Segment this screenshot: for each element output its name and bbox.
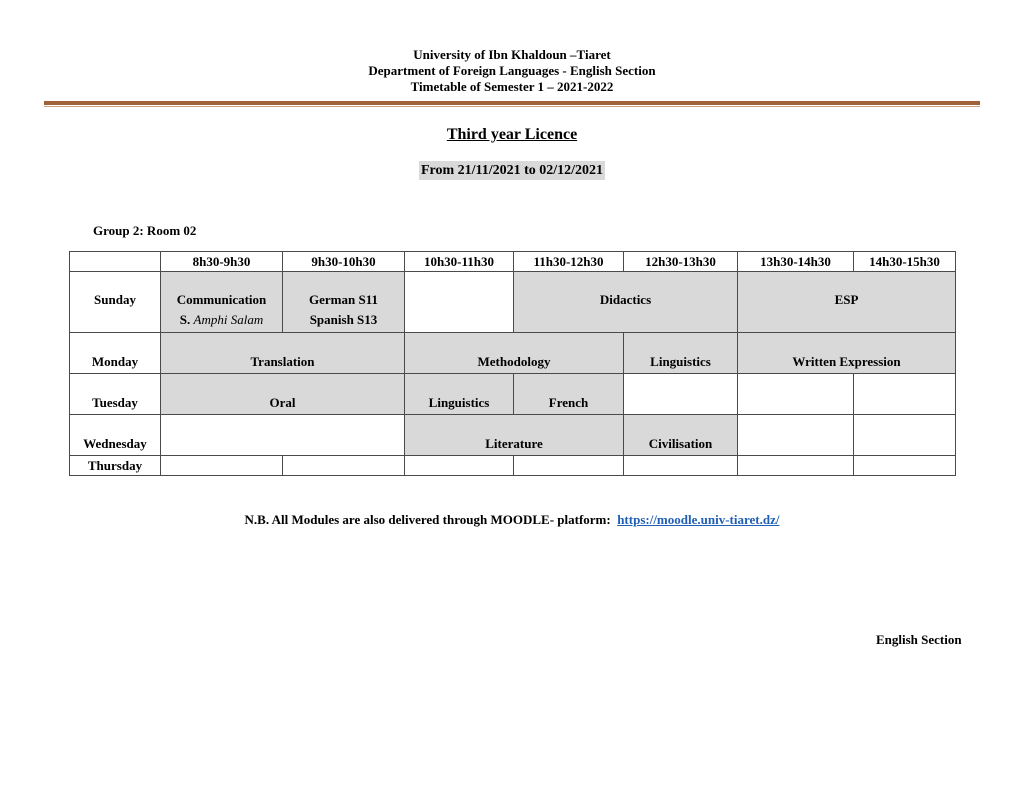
row-monday <box>70 333 956 374</box>
cell-translation: Translation <box>161 333 405 374</box>
cell-esp: ESP <box>738 272 956 333</box>
row-thursday <box>70 456 956 476</box>
course-german: German S11 <box>309 292 378 307</box>
timetable-header-row <box>70 252 956 272</box>
empty-cell <box>854 456 956 476</box>
slot-header: 13h30-14h30 <box>738 252 854 272</box>
course-name: Communication <box>176 292 267 307</box>
empty-cell <box>405 456 514 476</box>
empty-cell <box>854 415 956 456</box>
course-spanish: Spanish S13 <box>309 312 378 327</box>
cell-methodology: Methodology <box>405 333 624 374</box>
row-wednesday <box>70 415 956 456</box>
timetable <box>69 251 956 476</box>
cell-languages <box>283 272 405 333</box>
header-divider <box>44 101 980 105</box>
department-name: Department of Foreign Languages - English Section <box>368 63 656 78</box>
date-range-text: From 21/11/2021 to 02/12/2021 <box>420 163 604 178</box>
empty-cell <box>624 456 738 476</box>
row-sunday <box>70 272 956 333</box>
cell-literature: Literature <box>405 415 624 456</box>
row-tuesday <box>70 374 956 415</box>
date-range <box>0 161 1024 179</box>
day-label: Tuesday <box>70 374 161 415</box>
group-label: Group 2: Room 02 <box>93 223 197 238</box>
empty-cell <box>161 456 283 476</box>
slot-header: 14h30-15h30 <box>854 252 956 272</box>
corner-cell <box>70 252 161 272</box>
cell-written-expression: Written Expression <box>738 333 956 374</box>
cell-oral: Oral <box>161 374 405 415</box>
day-label: Sunday <box>70 272 161 333</box>
document-header <box>0 47 1024 95</box>
signature: English Section <box>876 632 962 647</box>
slot-header: 12h30-13h30 <box>624 252 738 272</box>
slot-header: 8h30-9h30 <box>161 252 283 272</box>
empty-cell <box>624 374 738 415</box>
university-name: University of Ibn Khaldoun –Tiaret <box>413 47 611 62</box>
empty-cell <box>161 415 405 456</box>
cell-french: French <box>514 374 624 415</box>
cell-communication <box>161 272 283 333</box>
moodle-note <box>0 512 1024 528</box>
header-divider-thin <box>44 106 980 107</box>
slot-header: 11h30-12h30 <box>514 252 624 272</box>
slot-header: 9h30-10h30 <box>283 252 405 272</box>
empty-cell <box>514 456 624 476</box>
slot-header: 10h30-11h30 <box>405 252 514 272</box>
empty-cell <box>405 272 514 333</box>
moodle-link[interactable]: https://moodle.univ-tiaret.dz/ <box>617 512 780 527</box>
empty-cell <box>738 456 854 476</box>
day-label: Monday <box>70 333 161 374</box>
day-label: Thursday <box>70 456 161 476</box>
day-label: Wednesday <box>70 415 161 456</box>
cell-linguistics: Linguistics <box>405 374 514 415</box>
cell-civilisation: Civilisation <box>624 415 738 456</box>
empty-cell <box>283 456 405 476</box>
course-room: S. Amphi Salam <box>179 312 264 327</box>
cell-didactics: Didactics <box>514 272 738 333</box>
note-text: N.B. All Modules are also delivered through MOODLE- platform: <box>244 512 611 527</box>
empty-cell <box>738 415 854 456</box>
semester-title: Timetable of Semester 1 – 2021-2022 <box>410 79 614 94</box>
empty-cell <box>854 374 956 415</box>
empty-cell <box>738 374 854 415</box>
page-title: Third year Licence <box>446 126 578 143</box>
cell-linguistics: Linguistics <box>624 333 738 374</box>
